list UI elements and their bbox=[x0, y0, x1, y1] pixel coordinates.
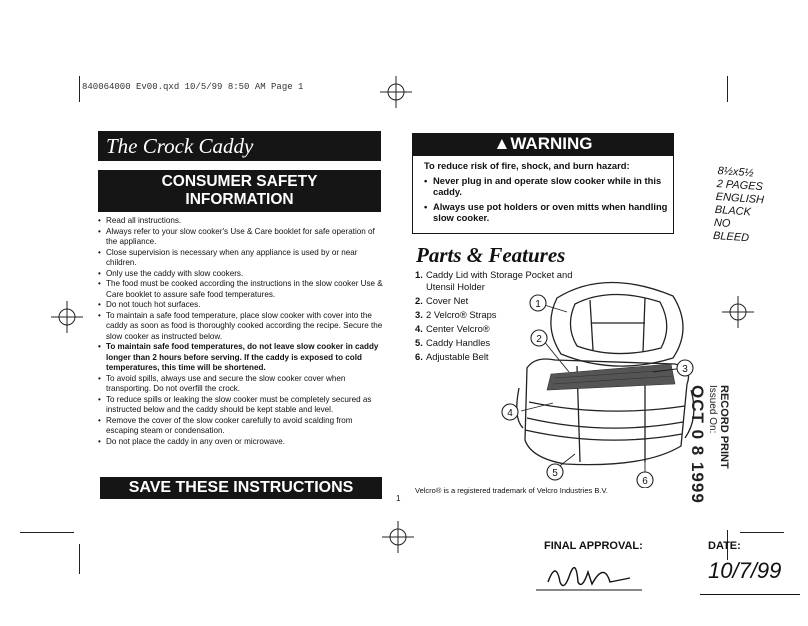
trademark-note: Velcro® is a registered trademark of Velcro Industries B.V. bbox=[415, 486, 608, 495]
safety-heading-line1: CONSUMER SAFETY bbox=[161, 173, 318, 190]
handwritten-line: ENGLISH bbox=[715, 190, 765, 207]
list-item: 4. Center Velcro® bbox=[415, 322, 490, 334]
list-item: • Read all instructions. bbox=[98, 216, 385, 227]
list-item: • To maintain a safe food temperature, place slow cooker with cover into the caddy as soon as food is thoroughly cooked according the recipe. Secure the slow cooker as instructed below. bbox=[98, 311, 385, 343]
final-approval-label: FINAL APPROVAL: bbox=[544, 540, 643, 552]
handwritten-line: BLACK bbox=[714, 203, 752, 219]
callout-6: 6 bbox=[642, 476, 648, 487]
list-item: • Always refer to your slow cooker's Use & Care booklet for safe operation of the appliance. bbox=[98, 227, 385, 248]
safety-heading-banner bbox=[98, 170, 381, 212]
page-number: 1 bbox=[396, 494, 401, 503]
date-underline bbox=[700, 594, 800, 595]
caddy-handle-left bbox=[517, 388, 523, 428]
list-item: • Close supervision is necessary when any appliance is used by or near children. bbox=[98, 248, 385, 269]
parts-heading: Parts & Features bbox=[416, 243, 566, 267]
safety-heading-line2: INFORMATION bbox=[185, 191, 294, 208]
date-label: DATE: bbox=[708, 540, 741, 552]
stamp-line1: RECORD PRINT bbox=[718, 385, 730, 469]
list-item: 1. Caddy Lid with Storage Pocket and Utensil Holder bbox=[415, 269, 573, 292]
product-title-banner: The Crock Caddy bbox=[98, 131, 381, 161]
callout-1: 1 bbox=[535, 299, 541, 310]
list-item: • Remove the cover of the slow cooker carefully to avoid scalding from escaping steam or condensation. bbox=[98, 416, 385, 437]
safety-instructions-list bbox=[98, 216, 385, 447]
warning-banner bbox=[412, 133, 674, 155]
file-header-line: 840064000 Ev00.qxd 10/5/99 8:50 AM Page 1 bbox=[82, 82, 304, 92]
list-item: • To reduce spills or leaking the slow cooker must be completely secured as instructed below and the caddy should be kept stable and level. bbox=[98, 395, 385, 416]
list-item: • To avoid spills, always use and secure the slow cooker cover when transporting. Do not overfill the crock. bbox=[98, 374, 385, 395]
approval-date-value: 10/7/99 bbox=[708, 558, 782, 583]
callout-5: 5 bbox=[552, 468, 558, 479]
crock-caddy-illustration bbox=[495, 268, 710, 488]
list-item: • Do not touch hot surfaces. bbox=[98, 300, 385, 311]
handwritten-line: 8½x5½ bbox=[717, 165, 755, 180]
stamp-line2: Issued On: bbox=[707, 385, 718, 434]
list-item: • Never plug in and operate slow cooker while in this caddy. bbox=[424, 175, 668, 197]
list-item: 2. Cover Net bbox=[415, 294, 469, 306]
handwritten-line: BLEED bbox=[712, 229, 750, 245]
record-print-stamp bbox=[687, 385, 730, 504]
handwritten-line: NO bbox=[713, 216, 731, 230]
callout-3: 3 bbox=[682, 364, 688, 375]
warning-list bbox=[424, 175, 668, 227]
warning-title: WARNING bbox=[510, 134, 593, 153]
list-item: • Only use the caddy with slow cookers. bbox=[98, 269, 385, 280]
list-item: 5. Caddy Handles bbox=[415, 336, 491, 348]
stamp-date: OCT 0 8 1999 bbox=[688, 385, 707, 504]
warning-triangle-icon: ▲ bbox=[493, 134, 511, 153]
approval-signature bbox=[530, 552, 650, 598]
handwritten-note bbox=[713, 165, 767, 246]
list-item: • Do not place the caddy in any oven or microwave. bbox=[98, 437, 385, 448]
list-item: • Always use pot holders or oven mitts when handling slow cooker. bbox=[424, 201, 668, 223]
handwritten-line: 2 PAGES bbox=[716, 177, 764, 194]
callout-2: 2 bbox=[536, 334, 542, 345]
list-item: 6. Adjustable Belt bbox=[415, 350, 489, 362]
list-item: 3. 2 Velcro® Straps bbox=[415, 308, 497, 320]
callout-4: 4 bbox=[507, 408, 513, 419]
warning-intro: To reduce risk of fire, shock, and burn hazard: bbox=[424, 160, 630, 171]
list-item: • The food must be cooked according the instructions in the slow cooker Use & Care booklet to assure safe food temperatures. bbox=[98, 279, 385, 300]
list-item: • To maintain safe food temperatures, do not leave slow cooker in caddy longer than 2 hours before serving. If the caddy is exposed to cold temperatures, this time will be shortened. bbox=[98, 342, 385, 374]
save-instructions-banner: SAVE THESE INSTRUCTIONS bbox=[100, 477, 382, 499]
